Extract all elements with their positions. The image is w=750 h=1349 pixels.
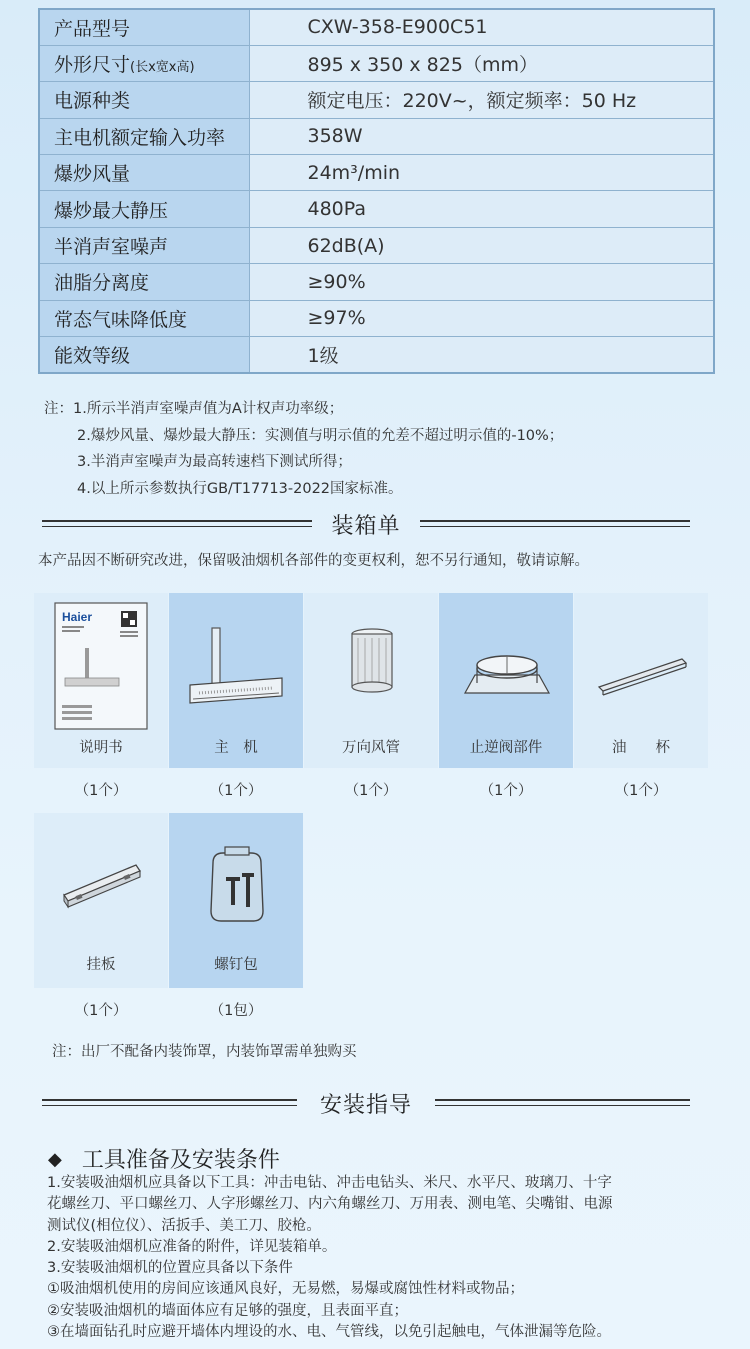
spec-value: ≥97% [249, 300, 714, 336]
pack-item-duct [304, 593, 438, 768]
spec-label [39, 118, 249, 154]
pack-item-manual [34, 593, 168, 768]
pack-item-qty: （1个） [209, 783, 263, 799]
pack-item-qty: （1包） [209, 1003, 263, 1019]
pack-item-qty: （1个） [344, 783, 398, 799]
pack-item-oil-cup [574, 593, 708, 768]
packing-list-title: 装箱单 [331, 514, 401, 539]
tools-line: 测试仪(相位仪）、活扳手、美工刀、胶枪。 [47, 1217, 321, 1234]
spec-label-text: 常态气味降低度 [54, 308, 188, 331]
spec-value: 895 x 350 x 825（mm） [249, 45, 714, 81]
tools-line: 2.安装吸油烟机应准备的附件，详见装箱单。 [47, 1238, 337, 1255]
spec-value: 1级 [249, 337, 714, 373]
packing-note: 注：出厂不配备内装饰罩，内装饰罩需单独购买 [52, 1044, 357, 1060]
check-valve-icon [439, 593, 573, 733]
packing-list-header [42, 509, 690, 539]
spec-label [39, 300, 249, 336]
spec-label [39, 82, 249, 118]
spec-label-text: 主电机额定输入功率 [54, 126, 226, 149]
spec-value: 358W [249, 118, 714, 154]
duct-pipe-icon [304, 593, 438, 733]
manual-icon [34, 593, 168, 733]
pack-item-qty: （1个） [74, 1003, 128, 1019]
spec-label [39, 45, 249, 81]
spec-value: 额定电压：220V~，额定频率：50 Hz [249, 82, 714, 118]
spec-value: CXW-358-E900C51 [249, 9, 714, 45]
spec-row [39, 82, 714, 118]
spec-label-text: 产品型号 [54, 17, 131, 40]
spec-label [39, 227, 249, 263]
range-hood-icon [169, 593, 303, 733]
divider-line [435, 1099, 690, 1106]
spec-label [39, 9, 249, 45]
pack-item-label: 主 机 [214, 740, 258, 756]
tools-body [47, 1173, 697, 1343]
spec-row [39, 155, 714, 191]
tools-line: 3.安装吸油烟机的位置应具备以下条件 [47, 1260, 293, 1277]
spec-label [39, 337, 249, 373]
pack-item-wall-plate [34, 813, 168, 988]
screw-pack-icon [169, 813, 303, 953]
manual-brand: Haier [62, 610, 93, 624]
pack-item-qty: （1个） [614, 783, 668, 799]
packing-intro: 本产品因不断研究改进，保留吸油烟机各部件的变更权利，恕不另行通知，敬请谅解。 [38, 553, 589, 569]
wall-plate-icon [34, 813, 168, 953]
spec-row [39, 118, 714, 154]
spec-label-text: 油脂分离度 [54, 272, 150, 295]
tools-line: ①吸油烟机使用的房间应该通风良好，无易燃，易爆或腐蚀性材料或物品； [47, 1281, 524, 1298]
spec-label-text: 爆炒最大静压 [54, 199, 169, 222]
pack-item-qty: （1个） [74, 783, 128, 799]
diamond-bullet-icon: ◆ [48, 1149, 62, 1170]
spec-label-text: 爆炒风量 [54, 163, 131, 186]
spec-value: ≥90% [249, 264, 714, 300]
spec-label [39, 191, 249, 227]
spec-label [39, 264, 249, 300]
spec-row [39, 337, 714, 373]
install-guide-title: 安装指导 [319, 1093, 413, 1118]
tools-line: ③在墙面钻孔时应避开墙体内埋设的水、电、气管线，以免引起触电，气体泄漏等危险。 [47, 1324, 611, 1341]
spec-row [39, 264, 714, 300]
tools-section-title [48, 1143, 280, 1174]
spec-table [38, 8, 715, 374]
spec-row [39, 300, 714, 336]
spec-row [39, 9, 714, 45]
divider-line [42, 1099, 297, 1106]
spec-label-text: 半消声室噪声 [54, 236, 169, 259]
note-line: 4.以上所示参数执行GB/T17713-2022国家标准。 [77, 480, 403, 497]
tools-line: ②安装吸油烟机的墙面体应有足够的强度，且表面平直； [47, 1302, 408, 1319]
tools-line: 1.安装吸油烟机应具备以下工具：冲击电钻、冲击电钻头、米尺、水平尺、玻璃刀、十字 [47, 1175, 612, 1191]
divider-line [42, 520, 312, 527]
tools-title-text: 工具准备及安装条件 [81, 1148, 280, 1173]
pack-item-screw-pack [169, 813, 303, 988]
pack-item-check-valve [439, 593, 573, 768]
spec-label-text: 外形尺寸 [54, 54, 131, 77]
oil-cup-icon [574, 593, 708, 733]
pack-item-qty: （1个） [479, 783, 533, 799]
spec-notes [44, 396, 563, 502]
pack-item-label: 万向风管 [342, 740, 400, 756]
spec-label-text: 能效等级 [54, 344, 131, 367]
spec-label-text: 电源种类 [54, 90, 131, 113]
spec-row [39, 227, 714, 263]
spec-value: 480Pa [249, 191, 714, 227]
spec-label-note: (长x宽x高) [130, 60, 195, 76]
note-line: 3.半消声室噪声为最高转速档下测试所得； [77, 454, 352, 470]
divider-line [420, 520, 690, 527]
pack-item-label: 油 杯 [612, 740, 670, 756]
install-guide-header [42, 1088, 690, 1118]
tools-line: 花螺丝刀、平口螺丝刀、人字形螺丝刀、内六角螺丝刀、万用表、测电笔、尖嘴钳、电源 [47, 1196, 613, 1213]
spec-label [39, 155, 249, 191]
spec-value: 62dB(A) [249, 227, 714, 263]
spec-value: 24m³/min [249, 155, 714, 191]
spec-row [39, 191, 714, 227]
pack-item-label: 说明书 [79, 740, 123, 756]
pack-item-label: 挂板 [86, 957, 116, 973]
pack-item-label: 螺钉包 [214, 957, 258, 973]
pack-item-main-unit [169, 593, 303, 768]
pack-item-label: 止逆阀部件 [469, 740, 543, 756]
spec-row [39, 45, 714, 81]
note-line: 2.爆炒风量、爆炒最大静压：实测值与明示值的允差不超过明示值的-10%； [77, 427, 564, 444]
note-line: 注：1.所示半消声室噪声值为A计权声功率级； [44, 401, 344, 417]
